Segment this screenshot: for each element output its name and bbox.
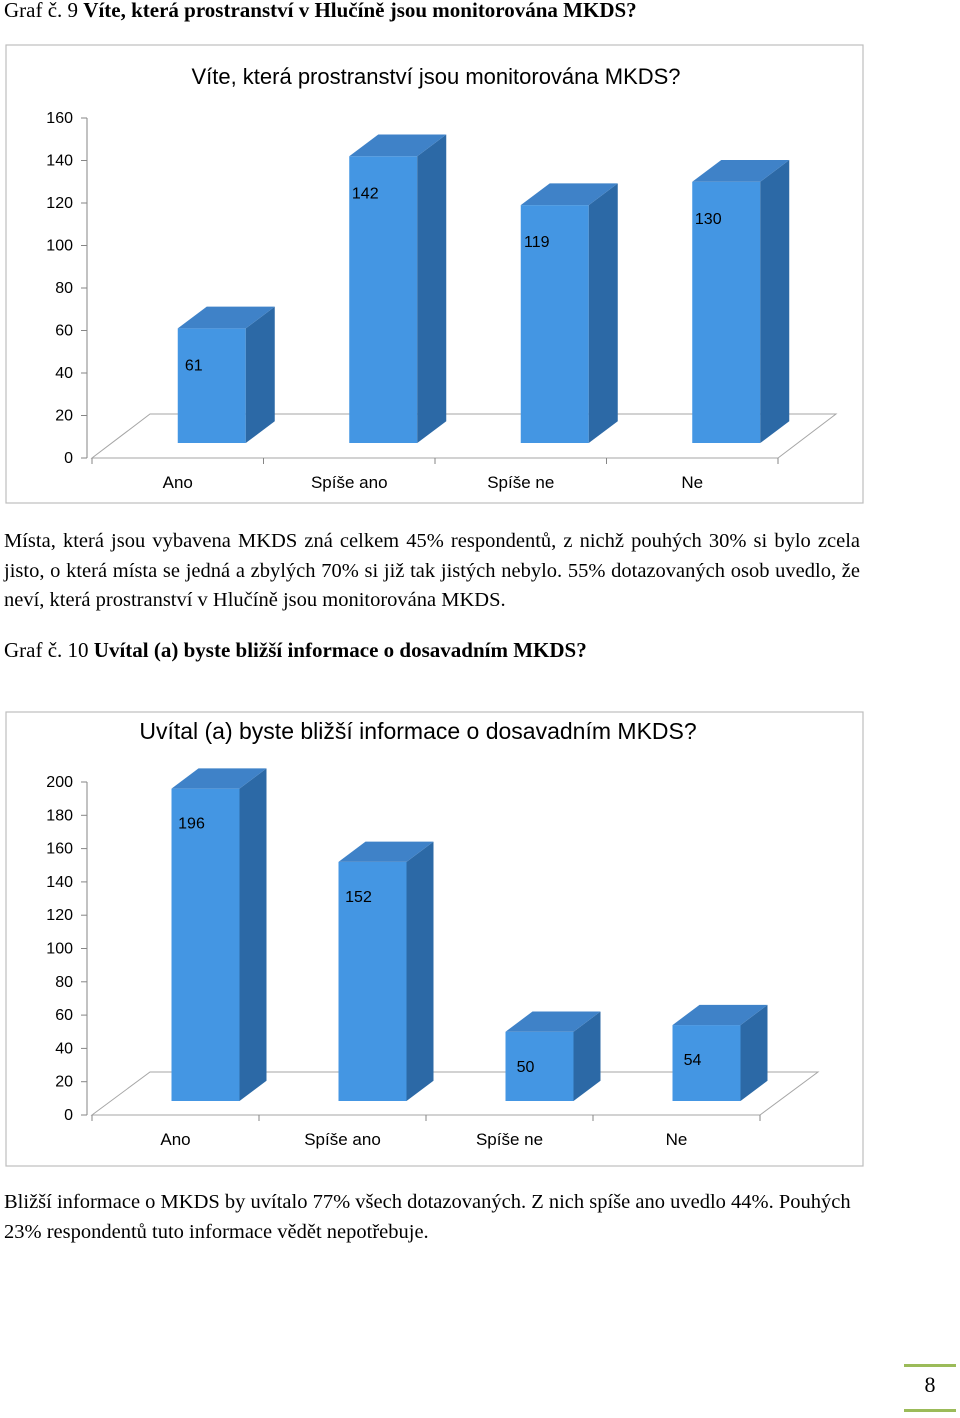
chart-1-bar-side bbox=[760, 160, 789, 443]
chart-1-y-tick-label: 140 bbox=[46, 152, 73, 170]
chart-2-bar-side bbox=[407, 842, 434, 1101]
page-number-box bbox=[904, 1364, 956, 1412]
chart-1-y-tick-label: 80 bbox=[55, 280, 73, 297]
chart-2-y-tick-label: 140 bbox=[46, 873, 73, 891]
graf-9-title: Víte, která prostranství v Hlučíně jsou monitorována MKDS? bbox=[83, 0, 637, 22]
chart-2-y-tick-label: 160 bbox=[46, 840, 73, 858]
chart-2-y-tick-label: 80 bbox=[55, 973, 73, 991]
chart-2-data-label: 196 bbox=[178, 815, 205, 833]
chart-2-y-tick-label: 120 bbox=[46, 907, 73, 925]
paragraph-2: Bližší informace o MKDS by uvítalo 77% všech dotazovaných. Z nich spíše ano uvedlo 44%. Pouhých 23% respondentů tuto informace vědět nepotřebuje. bbox=[4, 1191, 851, 1243]
chart-1-y-tick-label: 100 bbox=[46, 237, 73, 255]
chart-1-bar-side bbox=[417, 135, 446, 444]
chart-2-y-tick-label: 100 bbox=[46, 940, 73, 958]
chart-2-y-tick-label: 60 bbox=[55, 1007, 73, 1025]
chart-1-category-label: Spíše ne bbox=[487, 473, 555, 492]
chart-2-data-label: 54 bbox=[683, 1052, 702, 1070]
chart-1 bbox=[0, 40, 870, 508]
chart-2-data-label: 152 bbox=[345, 888, 372, 906]
chart-1-category-label: Spíše ano bbox=[310, 473, 388, 492]
chart-2-bar-side bbox=[240, 768, 267, 1101]
chart-2-y-tick-label: 0 bbox=[64, 1107, 73, 1124]
chart-1-data-label: 61 bbox=[184, 357, 203, 375]
page-number: 8 bbox=[924, 1372, 936, 1397]
chart-1-data-label: 130 bbox=[694, 210, 722, 228]
chart-1-category-label: Ne bbox=[681, 473, 704, 492]
chart-1-y-tick-label: 40 bbox=[55, 365, 73, 382]
chart-2-y-tick-label: 20 bbox=[55, 1073, 73, 1091]
chart-2 bbox=[0, 708, 870, 1170]
graf-10-caption bbox=[4, 638, 587, 662]
chart-2-category-label: Spíše ano bbox=[304, 1130, 381, 1149]
chart-1-bar bbox=[178, 328, 246, 443]
chart-1-category-label: Ano bbox=[162, 473, 193, 492]
chart-1-title: Víte, která prostranství jsou monitorována MKDS? bbox=[191, 64, 681, 89]
chart-1-data-label: 119 bbox=[523, 234, 550, 252]
chart-2-y-tick-label: 200 bbox=[46, 774, 73, 791]
chart-2-y-tick-label: 180 bbox=[46, 807, 73, 825]
chart-2-category-label: Ano bbox=[160, 1130, 191, 1149]
chart-2-title: Uvítal (a) byste bližší informace o dosavadním MKDS? bbox=[139, 718, 697, 744]
graf-10-title: Uvítal (a) byste bližší informace o dosavadním MKDS? bbox=[93, 638, 587, 662]
chart-2-bar bbox=[172, 789, 240, 1101]
chart-1-data-label: 142 bbox=[351, 185, 379, 203]
chart-2-category-label: Spíše ne bbox=[475, 1130, 544, 1149]
chart-1-y-tick-label: 0 bbox=[64, 450, 73, 467]
chart-2-category-label: Ne bbox=[665, 1130, 688, 1149]
chart-1-bar-side bbox=[589, 183, 618, 443]
page-number-top-rule bbox=[904, 1364, 956, 1367]
graf-9-caption bbox=[4, 0, 637, 22]
paragraph-1: Místa, která jsou vybavena MKDS zná celkem 45% respondentů, z nichž pouhých 30% si bylo zcela jisto, o která místa se jedná a zbylých 70% si již tak jistých nebylo. 55% dotazovaných osob uvedlo, že neví, která prostranství v Hlučíně jsou monitorována MKDS. bbox=[4, 530, 860, 611]
chart-2-data-label: 50 bbox=[516, 1058, 535, 1076]
graf-10-prefix: Graf č. 10 bbox=[4, 638, 94, 662]
chart-1-y-tick-label: 60 bbox=[55, 322, 73, 340]
chart-1-y-tick-label: 160 bbox=[46, 110, 73, 127]
graf-9-prefix: Graf č. 9 bbox=[4, 0, 84, 22]
chart-1-svg bbox=[0, 40, 870, 508]
chart-2-y-tick-label: 40 bbox=[55, 1040, 73, 1058]
page-number-bottom-rule bbox=[904, 1409, 956, 1412]
chart-1-y-tick-label: 120 bbox=[46, 195, 73, 212]
chart-1-bar-side bbox=[246, 307, 275, 443]
chart-1-y-tick-label: 20 bbox=[55, 407, 73, 425]
chart-2-svg bbox=[0, 708, 870, 1170]
